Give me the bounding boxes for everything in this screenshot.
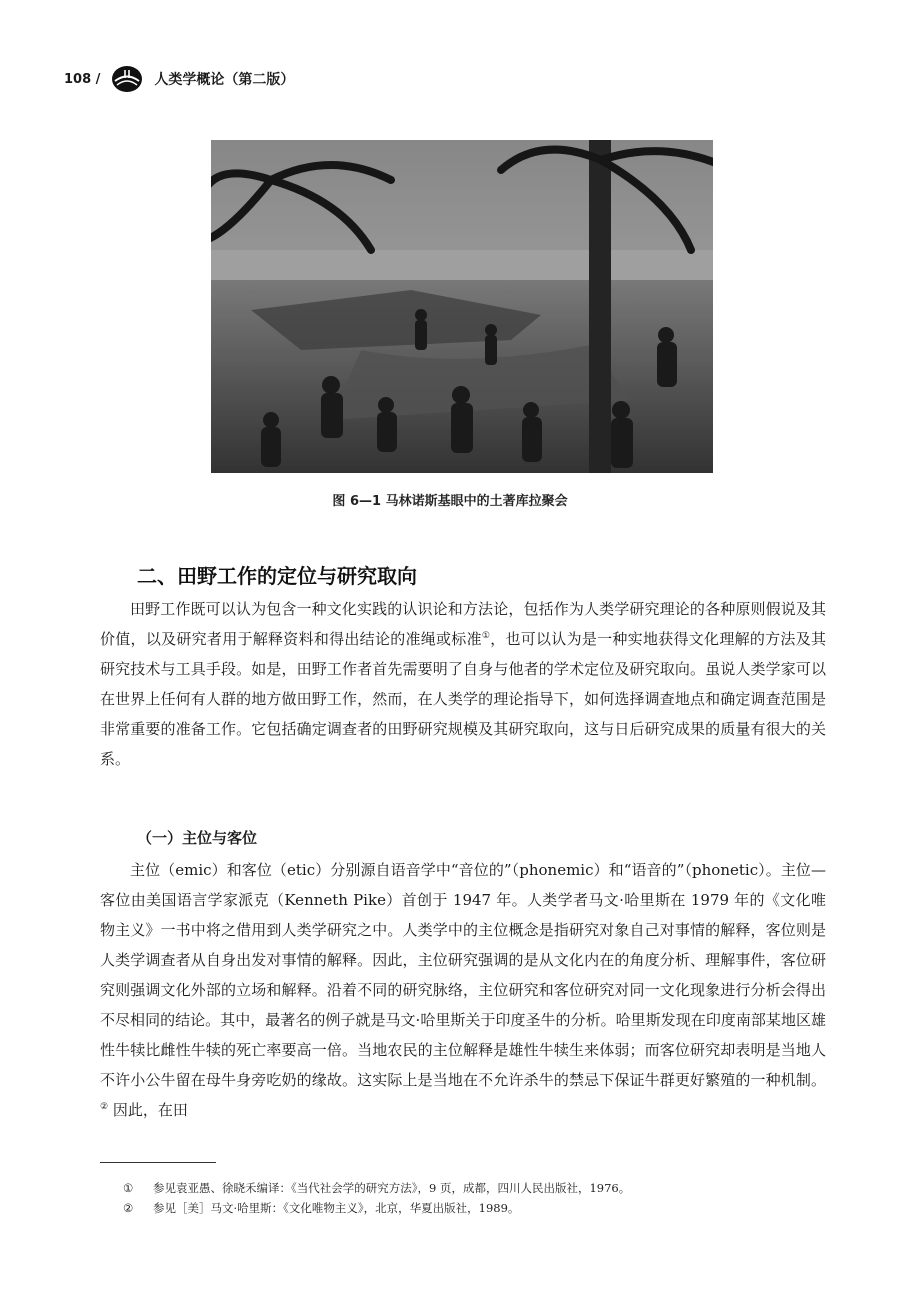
publisher-logo-icon (110, 64, 144, 94)
running-header (64, 62, 294, 96)
footnote-text: 参见袁亚愚、徐晓禾编译：《当代社会学的研究方法》，9 页，成都，四川人民出版社，1976。 (153, 1181, 631, 1195)
book-title: 人类学概论（第二版） (154, 72, 295, 88)
footnote (123, 1180, 630, 1196)
footnote-ref-2: ② (100, 1102, 109, 1112)
paragraph-text-cont: 因此，在田 (108, 1101, 188, 1119)
subsection-heading: （一）主位与客位 (137, 829, 258, 847)
paragraph-text-cont: ，也可以认为是一种实地获得文化理解的方法及其研究技术与工具手段。如是，田野工作者首先需要明了自身与他者的学术定位及研究取向。虽说人类学家可以在世界上任何有人群的地方做田野工作，然而，在人类学的理论指导下，如何选择调查地点和确定调查范围是非常重要的准备工作。它包括确定调查者的田野研究规模及其研究取向，这与日后研究成果的质量有很大的关系。 (100, 630, 826, 768)
paragraph-text: 主位（emic）和客位（etic）分别源自语音学中“音位的”（phonemic）和“语音的”（phonetic）。主位—客位由美国语言学家派克（Kenneth Pike）首创于 1947 年。人类学者马文·哈里斯在 1979 年的《文化唯物主义》一书中将之借用到人类学研究之中。人类学中的主位概念是指研究对象自己对事情的解释，客位则是人类学调查者从自身出发对事情的解释。因此，主位研究强调的是从文化内在的角度分析、理解事件，客位研究则强调文化外部的立场和解释。沿着不同的研究脉络，主位研究和客位研究对同一文化现象进行分析会得出不尽相同的结论。其中，最著名的例子就是马文·哈里斯关于印度圣牛的分析。哈里斯发现在印度南部某地区雄性牛犊比雌性牛犊的死亡率要高一倍。当地农民的主位解释是雄性牛犊生来体弱；而客位研究却表明是当地人不许小公牛留在母牛身旁吃奶的缘故。这实际上是当地在不允许杀牛的禁忌下保证牛群更好繁殖的一种机制。 (100, 861, 826, 1089)
footnote-divider (100, 1162, 216, 1163)
section-paragraph (100, 594, 826, 774)
footnote-ref-1: ① (481, 631, 491, 641)
footnote-mark: ② (123, 1201, 134, 1215)
figure-caption: 图 6—1 马林诺斯基眼中的土著库拉聚会 (332, 494, 568, 509)
paragraph-text: 田野工作既可以认为包含一种文化实践的认识论和方法论，包括作为人类学研究理论的各种原则假说及其价值，以及研究者用于解释资料和得出结论的准绳或标准 (100, 600, 826, 648)
footnote-mark: ① (123, 1181, 134, 1195)
section-heading: 二、田野工作的定位与研究取向 (137, 564, 417, 588)
subsection-paragraph (100, 855, 826, 1125)
beach-photograph (211, 140, 713, 473)
footnote-text: 参见［美］马文·哈里斯：《文化唯物主义》，北京，华夏出版社，1989。 (153, 1201, 520, 1215)
footnote (123, 1200, 519, 1216)
page-number: 108 / (64, 71, 101, 87)
